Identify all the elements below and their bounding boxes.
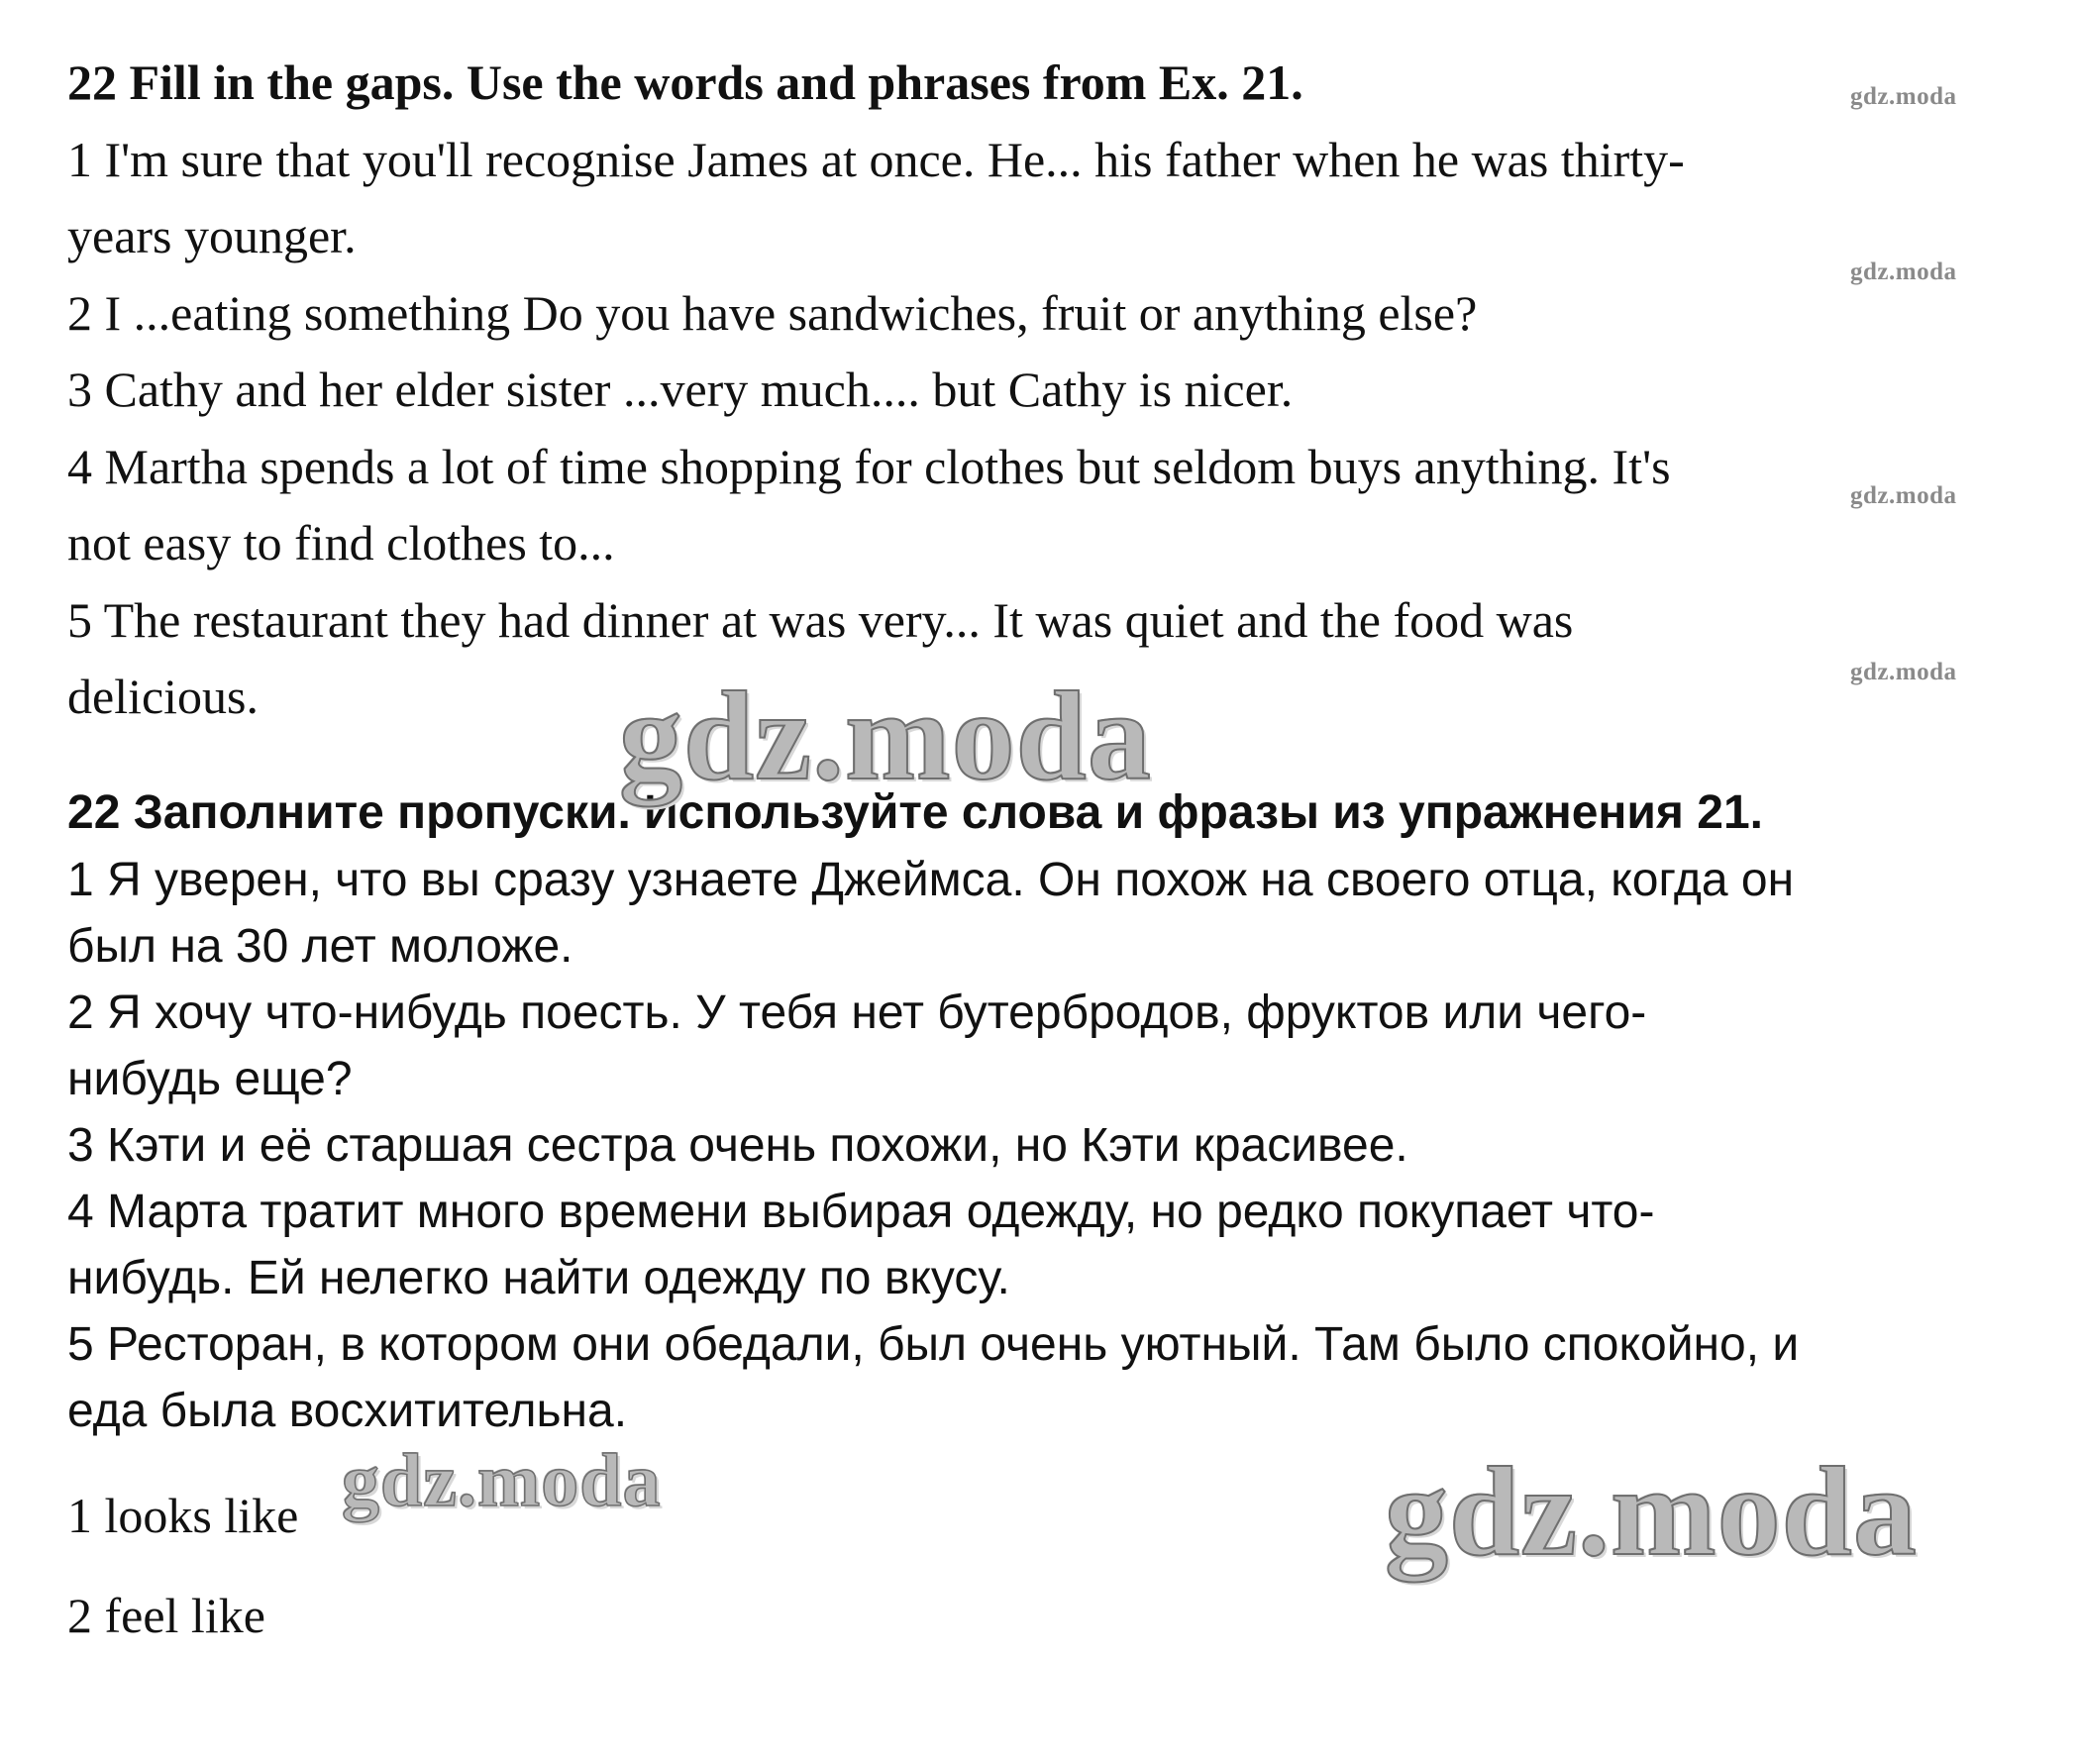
english-heading: 22 Fill in the gaps. Use the words and phrases from Ex. 21. <box>67 54 1303 110</box>
watermark-small-3: gdz.moda <box>1850 482 1957 509</box>
russian-line-4a: 4 Марта тратит много времени выбирая одежду, но редко покупает что- <box>67 1186 1655 1238</box>
russian-line-5a: 5 Ресторан, в котором они обедали, был очень уютный. Там было спокойно, и <box>67 1318 1800 1371</box>
russian-line-1a: 1 Я уверен, что вы сразу узнаете Джеймса. Он похож на своего отца, когда он <box>67 854 1795 906</box>
russian-line-3: 3 Кэти и её старшая сестра очень похожи, но Кэти красивее. <box>67 1119 1408 1172</box>
russian-heading: 22 Заполните пропуски. Используйте слова и фразы из упражнения 21. <box>67 786 1763 839</box>
watermark-small-4: gdz.moda <box>1850 659 1957 685</box>
english-line-1a: 1 I'm sure that you'll recognise James at once. He... his father when he was thirty- <box>67 132 1685 187</box>
watermark-small-2: gdz.moda <box>1850 259 1957 285</box>
watermark-large-1: gdz.moda <box>619 666 1152 806</box>
russian-line-2a: 2 Я хочу что-нибудь поесть. У тебя нет бутербродов, фруктов или чего- <box>67 986 1647 1039</box>
answer-2: 2 feel like <box>67 1588 265 1643</box>
answer-1: 1 looks like <box>67 1488 299 1543</box>
english-line-4b: not easy to find clothes to... <box>67 515 615 571</box>
russian-line-1b: был на 30 лет моложе. <box>67 920 573 973</box>
russian-line-4b: нибудь. Ей нелегко найти одежду по вкусу. <box>67 1252 1010 1304</box>
russian-line-5b: еда была восхитительна. <box>67 1385 628 1437</box>
english-line-1b: years younger. <box>67 208 357 263</box>
english-line-5b: delicious. <box>67 669 260 724</box>
english-line-4a: 4 Martha spends a lot of time shopping for clothes but seldom buys anything. It's <box>67 439 1671 494</box>
english-line-5a: 5 The restaurant they had dinner at was very... It was quiet and the food was <box>67 592 1574 648</box>
english-line-2: 2 I ...eating something Do you have sandwiches, fruit or anything else? <box>67 285 1478 341</box>
watermark-small-1: gdz.moda <box>1850 83 1957 110</box>
watermark-medium-1: gdz.moda <box>342 1439 662 1522</box>
watermark-large-2: gdz.moda <box>1385 1441 1918 1582</box>
russian-line-2b: нибудь еще? <box>67 1053 353 1105</box>
english-line-3: 3 Cathy and her elder sister ...very much.... but Cathy is nicer. <box>67 362 1294 417</box>
